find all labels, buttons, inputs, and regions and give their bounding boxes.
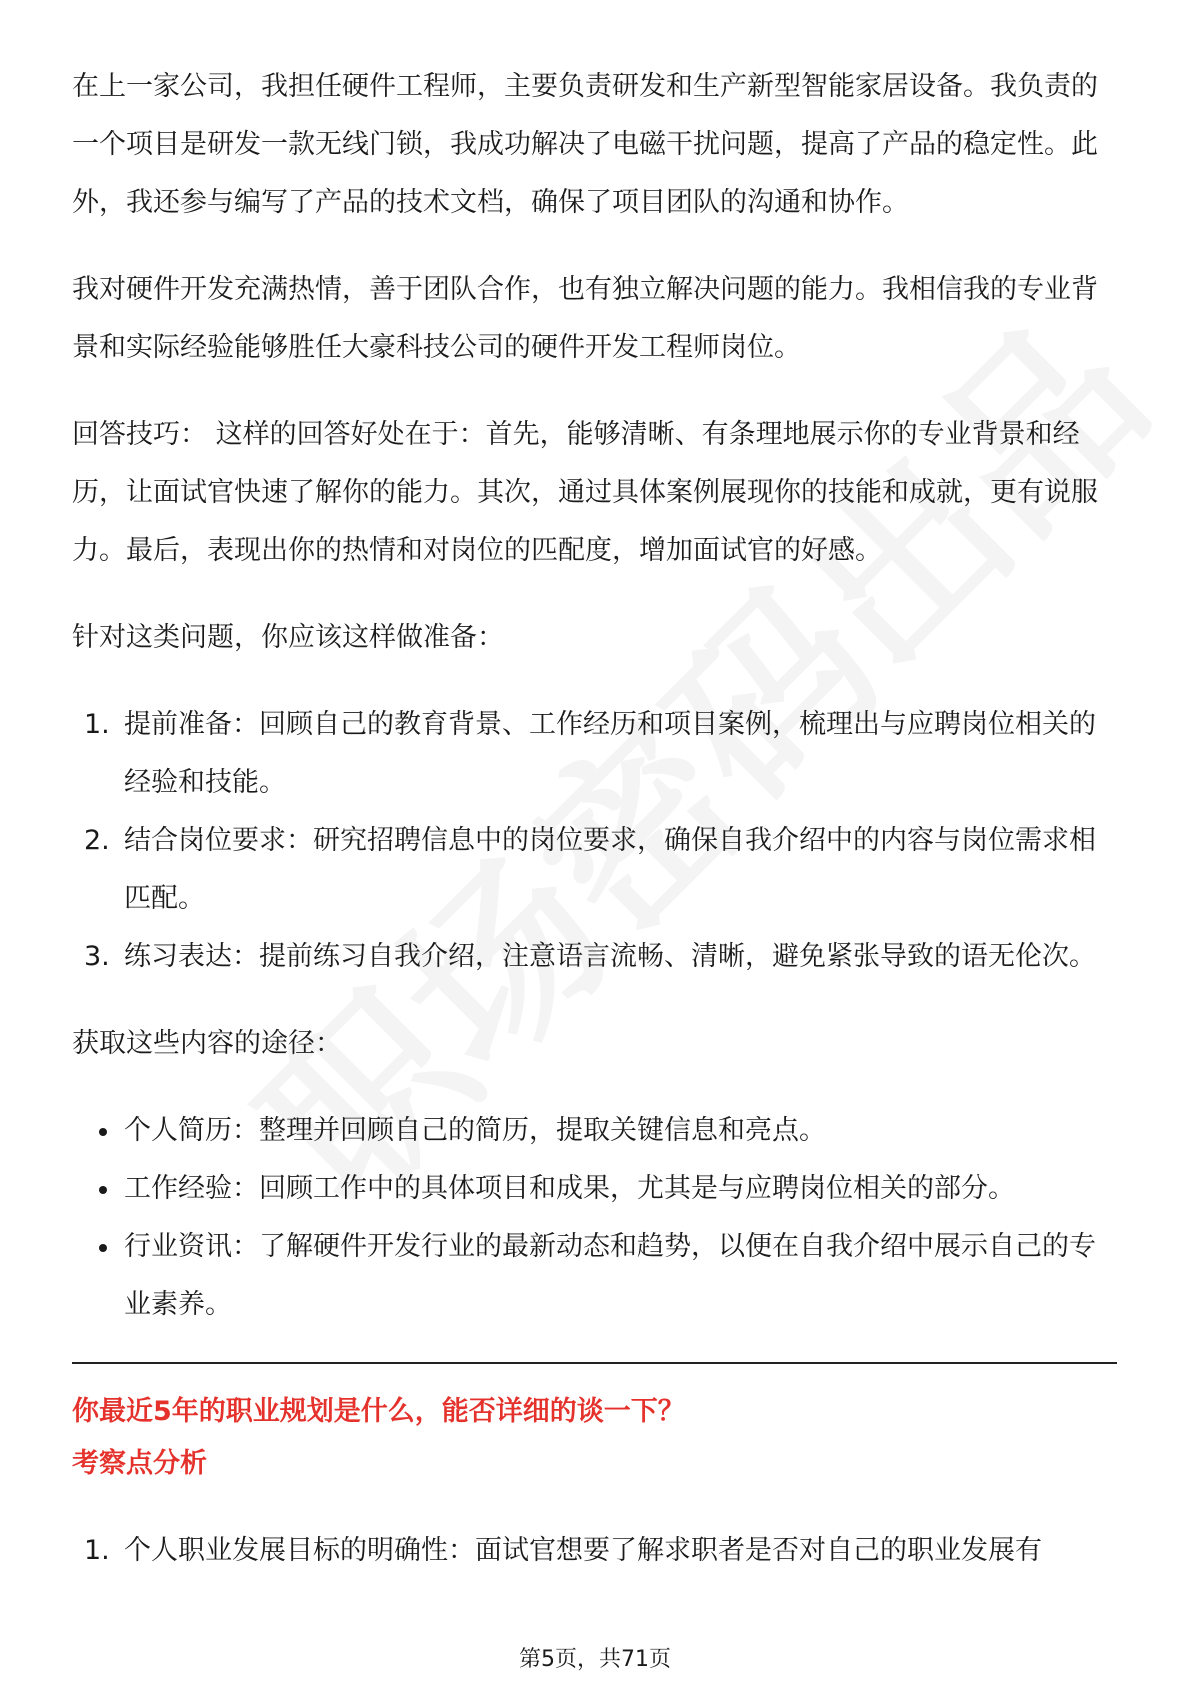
paragraph-prep-intro: 针对这类问题，你应该这样做准备： (72, 622, 504, 653)
sources-heading: 获取这些内容的途径： (72, 1028, 342, 1059)
list-item-text: 练习表达：提前练习自我介绍，注意语言流畅、清晰，避免紧张导致的语无伦次。 (124, 941, 1096, 972)
list-number: 3. (84, 941, 110, 972)
section-divider (72, 1362, 1117, 1364)
list-item (72, 928, 1117, 986)
list-number: 2. (84, 825, 110, 856)
analysis-list (72, 1522, 1117, 1580)
paragraph-passion: 我对硬件开发充满热情，善于团队合作，也有独立解决问题的能力。我相信我的专业背景和实际经验能够胜任大豪科技公司的硬件开发工程师岗位。 (72, 274, 1098, 363)
bullet-icon (99, 1128, 107, 1136)
paragraph-experience: 在上一家公司，我担任硬件工程师，主要负责研发和生产新型智能家居设备。我负责的一个项目是研发一款无线门锁，我成功解决了电磁干扰问题，提高了产品的稳定性。此外，我还参与编写了产品的技术文档，确保了项目团队的沟通和协作。 (72, 71, 1098, 218)
sources-list (72, 1102, 1117, 1334)
list-item-text: 结合岗位要求：研究招聘信息中的岗位要求，确保自我介绍中的内容与岗位需求相匹配。 (124, 825, 1096, 914)
list-item-text: 行业资讯：了解硬件开发行业的最新动态和趋势，以便在自我介绍中展示自己的专业素养。 (124, 1231, 1096, 1320)
bullet-icon (99, 1244, 107, 1252)
list-item-text: 提前准备：回顾自己的教育背景、工作经历和项目案例，梳理出与应聘岗位相关的经验和技能。 (124, 709, 1096, 798)
list-item-text: 工作经验：回顾工作中的具体项目和成果，尤其是与应聘岗位相关的部分。 (124, 1173, 1015, 1204)
page-number: 第5页，共71页 (519, 1647, 671, 1672)
list-item-text: 个人职业发展目标的明确性：面试官想要了解求职者是否对自己的职业发展有 (124, 1535, 1042, 1566)
list-number: 1. (84, 709, 110, 740)
prep-list (72, 696, 1117, 986)
list-item (72, 1160, 1117, 1218)
question-heading: 你最近5年的职业规划是什么，能否详细的谈一下？ (72, 1396, 685, 1427)
list-item (72, 1102, 1117, 1160)
analysis-heading: 考察点分析 (72, 1448, 207, 1479)
paragraph-answer-tips: 回答技巧： 这样的回答好处在于：首先，能够清晰、有条理地展示你的专业背景和经历，让面试官快速了解你的能力。其次，通过具体案例展现你的技能和成就，更有说服力。最后，表现出你的热情和对岗位的匹配度，增加面试官的好感。 (72, 419, 1098, 566)
bullet-icon (99, 1186, 107, 1194)
page-content (72, 58, 1117, 1580)
list-item (72, 696, 1117, 812)
list-item (72, 1522, 1117, 1580)
list-item-text: 个人简历：整理并回顾自己的简历，提取关键信息和亮点。 (124, 1115, 826, 1146)
list-item (72, 812, 1117, 928)
list-number: 1. (84, 1535, 110, 1566)
list-item (72, 1218, 1117, 1334)
